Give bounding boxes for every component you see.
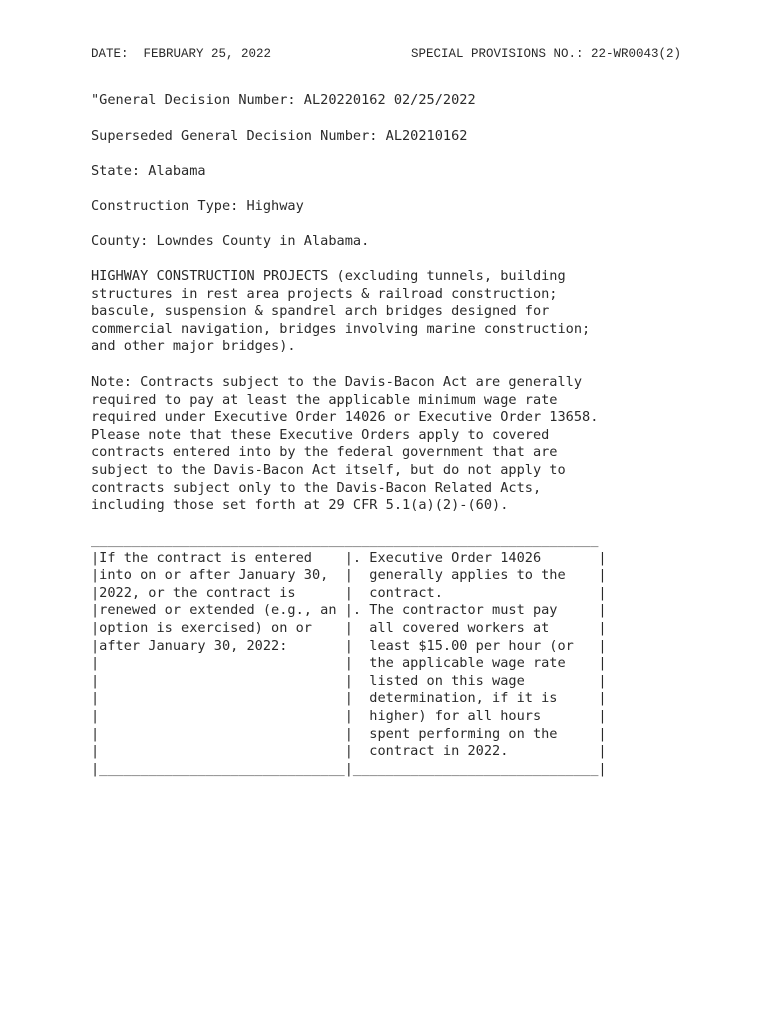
page-header — [91, 45, 681, 63]
construction-type-line: Construction Type: Highway — [91, 198, 304, 214]
header-date: DATE: FEBRUARY 25, 2022 — [91, 47, 272, 61]
county-line: County: Lowndes County in Alabama. — [91, 233, 370, 249]
general-decision-number: "General Decision Number: AL20220162 02/25/2022 — [91, 92, 476, 108]
executive-order-table: ______________________________________________________________ |If the contract is entered |. Executive Order 14026 | |into on or after January 30, | generally applies to the | |2022, or the contract is | contract. | |renewed or extended (e.g., an |. The contractor must pay | |option is exercised) on or | all covered workers at | |after January 30, 2022: | least $15.00 per hour (or | | | the applicable wage rate | | | listed on this wage | | | determination, if it is | | | higher) for all hours | | | spent performing on the | | | contract in 2022. | |______________________________|______________________________| — [91, 532, 607, 777]
state-line: State: Alabama — [91, 163, 206, 179]
header-special-provisions: SPECIAL PROVISIONS NO.: 22-WR0043(2) — [410, 47, 681, 61]
note-paragraph: Note: Contracts subject to the Davis-Bacon Act are generally required to pay at least the applicable minimum wage rate required under Executive Order 14026 or Executive Order 13658. Please note that these Executive Orders apply to covered contracts entered into by the federal government that are subject to the Davis-Bacon Act itself, but do not apply to contracts subject only to the Davis-Bacon Related Acts, including those set forth at 29 CFR 5.1(a)(2)-(60). — [91, 374, 599, 514]
highway-projects-paragraph: HIGHWAY CONSTRUCTION PROJECTS (excluding tunnels, building structures in rest area projects & railroad construction; bascule, suspension & spandrel arch bridges designed for commercial navigation, bridges involving marine construction; and other major bridges). — [91, 268, 591, 355]
superseded-decision-number: Superseded General Decision Number: AL20210162 — [91, 128, 468, 144]
